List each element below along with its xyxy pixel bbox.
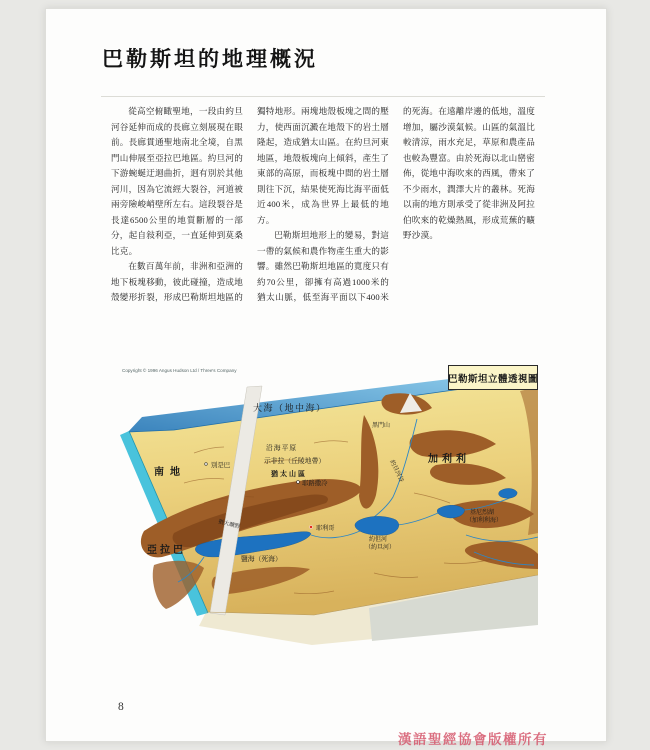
label-mediterranean: 大海（地中海） [253, 403, 327, 413]
label-beersheba: 別是巴 [211, 462, 231, 469]
jerusalem-dot [297, 481, 300, 484]
label-arabah: 亞拉巴 [147, 545, 186, 556]
label-kinnereth-line2: （加利利海） [466, 518, 503, 524]
label-shephelah: 示非拉（丘陵地帶） [264, 458, 326, 465]
label-hermon: 黑門山 [372, 423, 391, 429]
page-title: 巴勒斯坦的地理概況 [102, 47, 318, 71]
label-galilee: 加利利 [428, 454, 470, 465]
paragraph: 從高空俯瞰聖地，一段由約旦河谷延伸而成的長廊立刻展現在眼前。長廊貫通聖地南北全境，自黑門山伸展至亞拉巴地區。約旦河的下游蜿蜒迂迴曲折，迥有別於其他河川，因為它流經大裂谷，河道被兩旁險峻峭壁所左右。這段裂谷是長達6500公里的地質斷層的一部分，起自敍利亞，一直延伸到莫桑比克。 [111, 106, 243, 256]
map-copyright: Copyright © 1996 Angus Hudson Ltd / Three's Company [122, 368, 237, 373]
map-title-box [448, 366, 538, 390]
label-negev: 南地 [154, 467, 186, 478]
map-title: 巴勒斯坦立體透視圖 [447, 375, 538, 385]
book-page [45, 8, 607, 747]
label-judean-hills: 猶太山區 [271, 470, 307, 478]
label-judean-wilderness: 猶大曠野 [217, 519, 241, 531]
label-jordan-river-line2: （約旦河） [365, 545, 396, 551]
label-salt-sea: 鹽海（死海） [241, 556, 282, 563]
label-jericho: 耶利哥 [316, 525, 335, 532]
relief-map-figure [114, 363, 538, 661]
article-text [111, 104, 535, 307]
label-kinnereth-line1: 基尼烈湖 [470, 510, 495, 516]
watermark-text: 漢語聖經協會版權所有 [398, 732, 548, 747]
palestine-3d-map [114, 363, 538, 661]
title-divider [101, 96, 545, 97]
label-jerusalem: 耶路撒冷 [302, 480, 328, 487]
label-jordan-valley: 約旦河谷 [388, 459, 405, 484]
page-number: 8 [118, 701, 124, 713]
paragraph: 巴勒斯坦地形上的變易，對這一帶的氣候和農作物產生重大的影響。雖然巴勒斯坦地區的寬度只有約70公里，卻擁有高過1000米的猶太山脈，低至海平面以下400米的死海。在遠離岸邊的低地，溫度增加，屬沙漠氣候。山區的氣溫比較清涼，雨水充足，草原和農產品也較為豐富。由於死海以北山巒密佈，從地中海吹來的西風，帶來了不少雨水，潤澤大片的叢林。死海以南的地方則承受了從非洲及阿拉伯吹來的乾燥熱風，形成荒蕪的曠野沙漠。 [257, 106, 535, 302]
paragraph: 在數百萬年前，非洲和亞洲的地下板塊移動，彼此碰撞，造成地殼變形折裂，形成巴勒斯坦地區的獨特地形。兩塊地殼板塊之間的壓力，使西面沉澱在地殼下的岩土層隆起，造成猶太山區。在約旦河東地區，地殼板塊向上傾斜，產生了東部的高原，而板塊中間的岩土層則往下沉，結果使死海比海平面低近400米，成為世界上最低的地方。 [111, 106, 389, 302]
label-coastal-plain: 沿海平原 [266, 445, 298, 452]
beersheba-dot [205, 463, 208, 466]
label-jordan-river-line1: 約但河 [369, 537, 388, 543]
jericho-dot [309, 525, 312, 528]
